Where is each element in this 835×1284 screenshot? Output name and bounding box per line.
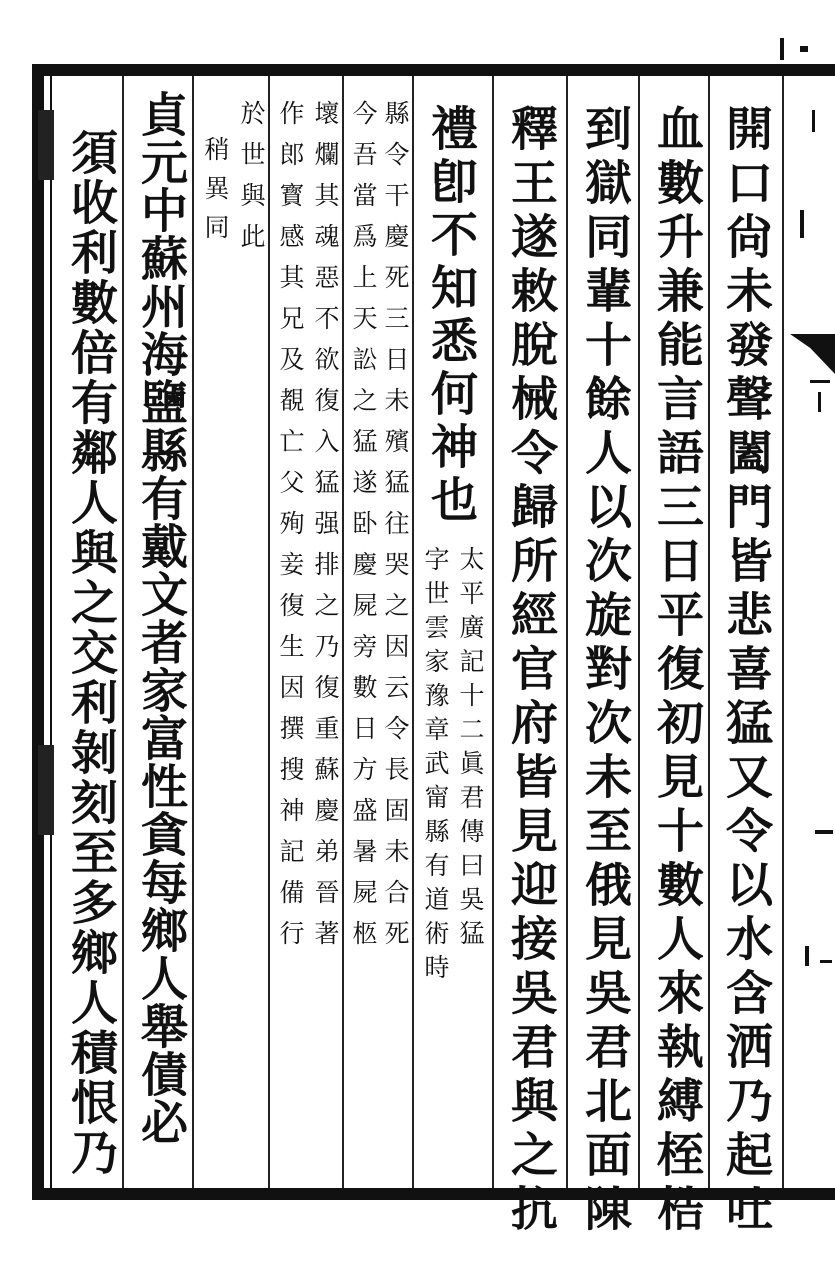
column-rule <box>122 76 124 1188</box>
fold-mark <box>810 380 830 383</box>
fold-mark <box>818 392 821 412</box>
text-column-1: 開口尙未發聲闔門皆悲喜猛又令以水含洒乃起吐 <box>718 104 773 1238</box>
top-mark <box>780 38 784 60</box>
frame-left-inner-rule <box>50 76 52 1188</box>
column-rule <box>638 76 640 1188</box>
fold-mark <box>820 960 832 963</box>
column-rule <box>268 76 270 1188</box>
column-rule <box>782 76 784 1188</box>
fold-mark <box>812 110 815 132</box>
text-column-4: 釋王遂敕脫械令歸所經官府皆見迎接吳君與之抗 <box>503 104 558 1238</box>
column-rule <box>342 76 344 1188</box>
ink-smudge <box>38 110 54 180</box>
annotation-column-7b: 作郎寳感其兄及覩亡父殉妾復生因撰搜神記備行 <box>276 100 305 961</box>
annotation-column-5a: 太平廣記十二眞君傳曰吳猛 <box>456 546 485 954</box>
fold-mark <box>800 210 804 238</box>
fold-mark <box>815 830 833 834</box>
text-column-2: 血數升兼能言語三日平復初見十數人來執縛桎梏 <box>649 104 704 1238</box>
text-column-5-main: 禮卽不知悉何神也 <box>423 104 478 528</box>
fold-mark <box>805 946 809 966</box>
column-rule <box>492 76 494 1188</box>
annotation-column-6b: 今吾當爲上天訟之猛遂卧慶屍旁數日方盛暑屍柩 <box>349 100 378 961</box>
fold-mark <box>790 334 835 374</box>
column-rule <box>708 76 710 1188</box>
top-mark <box>800 46 808 52</box>
text-column-3: 到獄同輩十餘人以次旋對次未至俄見吳君北面陳 <box>577 104 632 1238</box>
frame-left-border <box>32 64 44 1200</box>
text-column-9: 貞元中蘇州海鹽縣有戴文者家富性貪每鄉人舉債必 <box>133 90 188 1146</box>
column-rule <box>566 76 568 1188</box>
annotation-column-6a: 縣令干慶死三日未殯猛往哭之因云令長固未合死 <box>381 100 410 961</box>
text-column-10: 須收利數倍有鄰人與之交利剝刻至多鄉人積恨乃 <box>63 128 118 1178</box>
annotation-column-5b: 字世雲家豫章武甯縣有道術時 <box>421 546 450 988</box>
column-rule <box>412 76 414 1188</box>
frame-top-border <box>32 64 835 76</box>
annotation-column-8a: 於世與此 <box>237 100 266 264</box>
ink-smudge <box>38 745 54 835</box>
annotation-column-7a: 壞爛其魂惡不欲復入猛强排之乃復重蘇慶弟晉著 <box>311 100 340 961</box>
annotation-column-8b: 稍異同 <box>201 136 230 253</box>
column-rule <box>192 76 194 1188</box>
